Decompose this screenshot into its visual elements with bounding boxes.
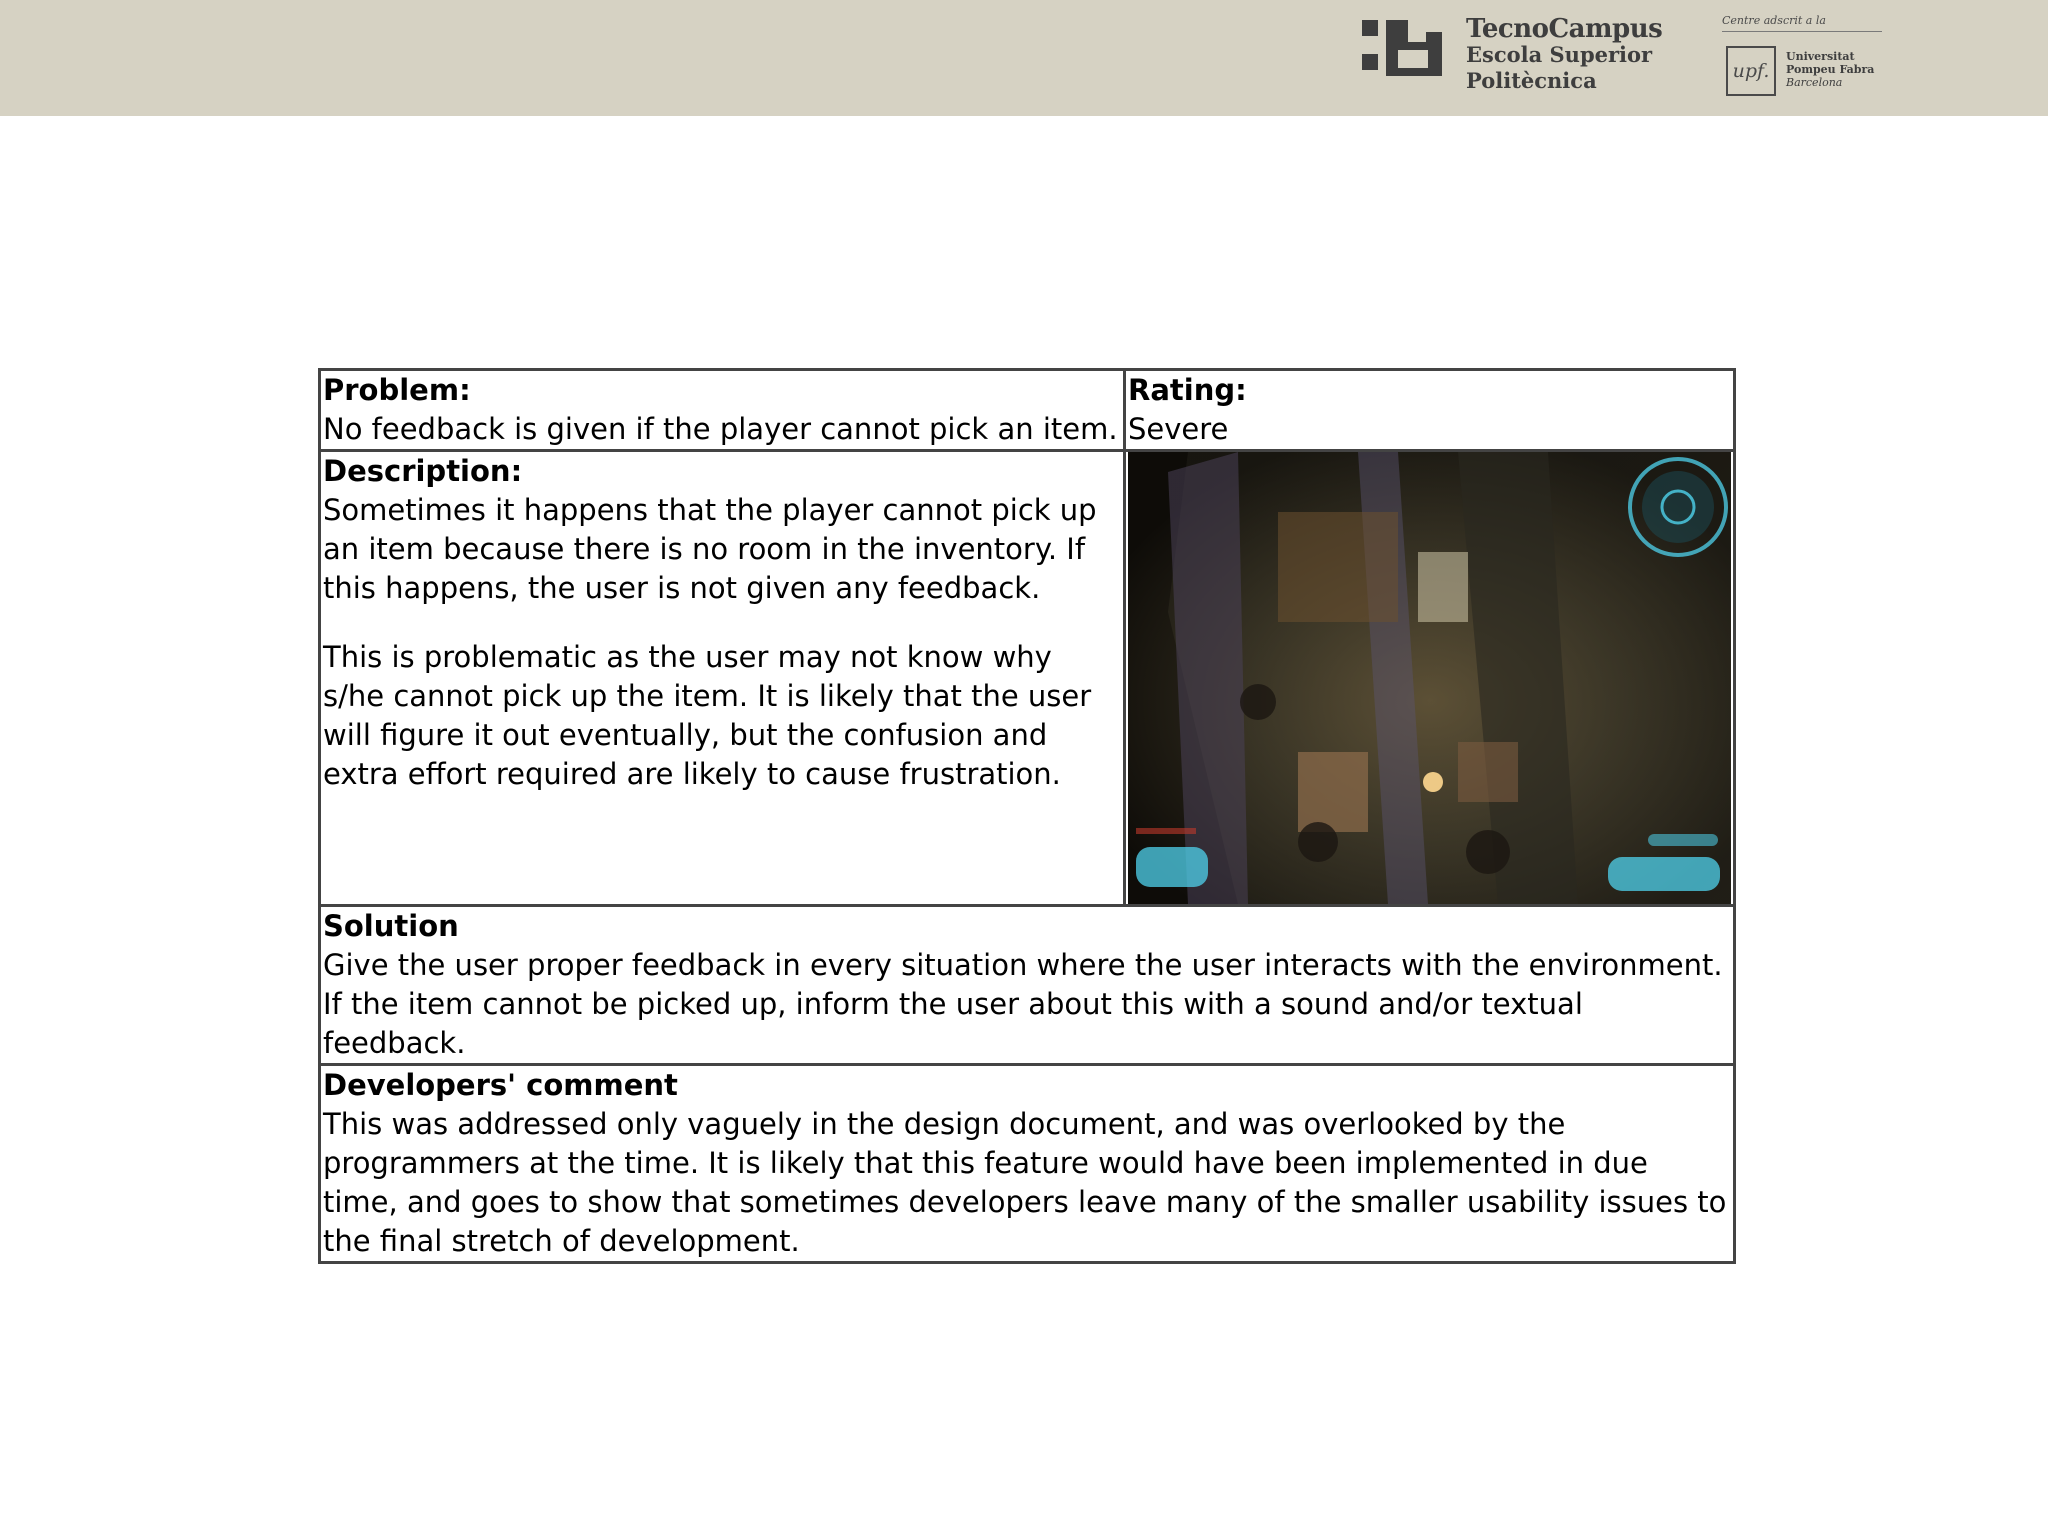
tecnocampus-line2: Escola Superior (1466, 42, 1653, 67)
description-label: Description: (323, 454, 523, 488)
solution-text: Give the user proper feedback in every situation where the user interacts with the environment. If the item cannot be picked up, inform the user about this with a sound and/or textual feedback. (323, 948, 1723, 1060)
developers-comment-label: Developers' comment (323, 1068, 678, 1102)
problem-text: No feedback is given if the player cannot pick an item. (323, 412, 1118, 446)
rating-cell (1125, 370, 1735, 451)
game-screenshot-cell (1125, 451, 1735, 906)
tecnocampus-title: TecnoCampus (1466, 14, 1663, 44)
problem-label: Problem: (323, 373, 471, 407)
developers-comment-text: This was addressed only vaguely in the design document, and was overlooked by the programmers at the time. It is likely that this feature would have been implemented in due time, and goes to show that sometimes developers leave many of the smaller usability issues to the final stretch of development. (323, 1107, 1727, 1258)
rating-text: Severe (1128, 412, 1229, 446)
upf-line2: Pompeu Fabra (1786, 63, 1875, 76)
developers-comment-cell (320, 1065, 1735, 1263)
description-paragraph-1: Sometimes it happens that the player cannot pick up an item because there is no room in the inventory. If this happens, the user is not given any feedback. (323, 493, 1097, 605)
description-row (320, 451, 1735, 906)
tecnocampus-wordmark (1466, 16, 1662, 94)
solution-label: Solution (323, 909, 459, 943)
usability-report-table (318, 368, 1736, 1264)
header-bar (0, 0, 2048, 116)
problem-cell (320, 370, 1125, 451)
game-screenshot-image (1128, 452, 1731, 904)
rating-label: Rating: (1128, 373, 1247, 407)
tecnocampus-logo-icon (1362, 20, 1442, 76)
upf-logo (1722, 14, 1884, 102)
solution-cell (320, 906, 1735, 1065)
solution-row (320, 906, 1735, 1065)
upf-university-name (1786, 50, 1874, 89)
upf-line3: Barcelona (1786, 76, 1843, 89)
problem-row (320, 370, 1735, 451)
developers-comment-row (320, 1065, 1735, 1263)
upf-caption: Centre adscrit a la (1722, 14, 1882, 32)
description-paragraph-2: This is problematic as the user may not know why s/he cannot pick up the item. It is likely that the user will figure it out eventually, but the confusion and extra effort required are likely to cause frustration. (323, 640, 1092, 791)
upf-line1: Universitat (1786, 50, 1855, 63)
upf-mark-icon: upf. (1726, 46, 1776, 96)
tecnocampus-line3: Politècnica (1466, 68, 1597, 93)
description-cell (320, 451, 1125, 906)
